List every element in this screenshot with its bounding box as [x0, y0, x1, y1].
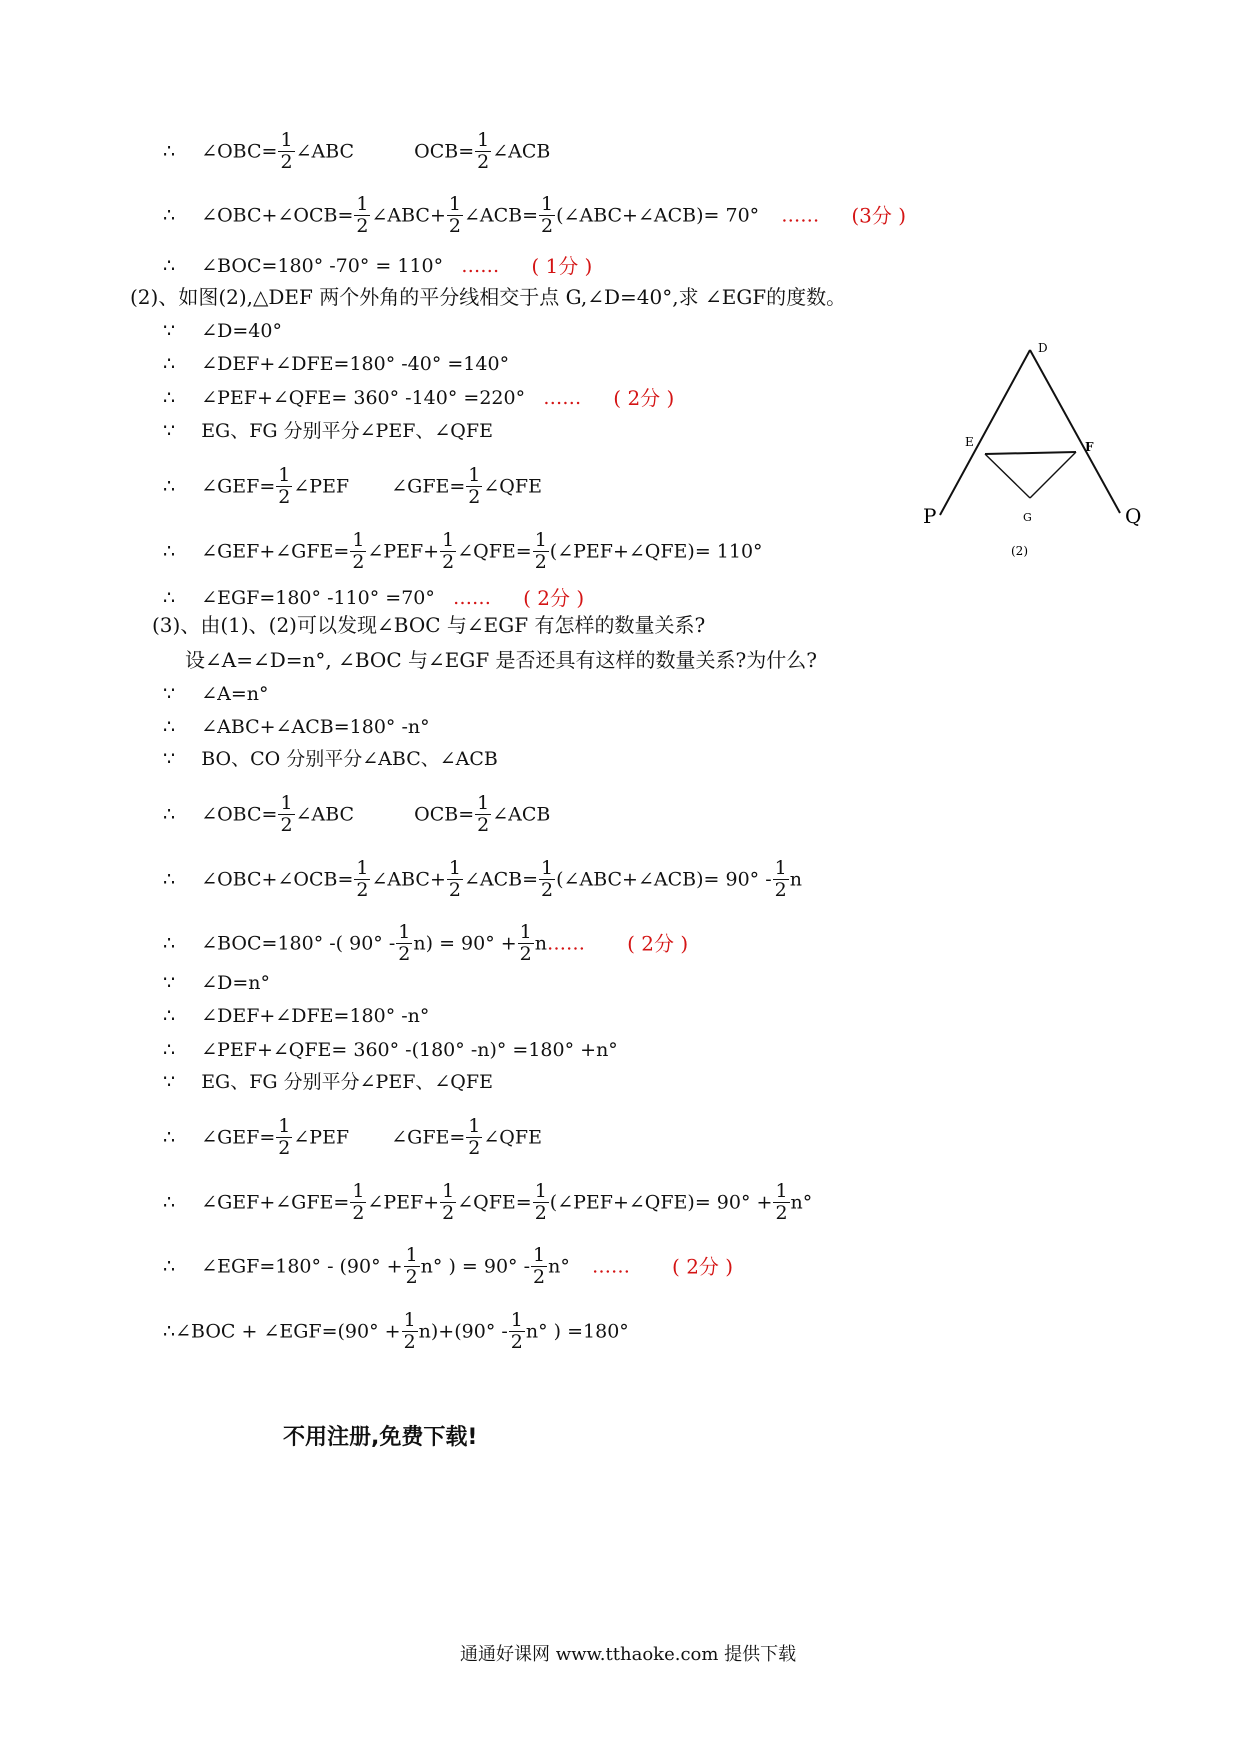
- question-3-line-2: 设∠A=∠D=n°, ∠BOC 与∠EGF 是否还具有这样的数量关系?为什么?: [185, 648, 818, 672]
- expr: n° ) = 90° -: [420, 1255, 530, 1278]
- score-label: ( 2分 ): [613, 386, 675, 410]
- expr: ∠PEF+: [367, 1191, 440, 1214]
- line-7: [163, 385, 674, 410]
- fraction-half: $\frac{1}{2}$: [534, 529, 547, 573]
- fraction-half: $\frac{1}{2}$: [356, 193, 369, 237]
- expr: (∠ABC+∠ACB)= 70°: [556, 204, 760, 227]
- line-9: [163, 465, 542, 508]
- line-10: [163, 530, 763, 573]
- therefore-symbol: ∴: [163, 1255, 176, 1278]
- fraction-half: $\frac{1}{2}$: [519, 921, 532, 965]
- expr: ∠D=n°: [201, 972, 270, 994]
- expr: n°: [790, 1191, 813, 1214]
- therefore-symbol: ∴: [163, 1320, 176, 1343]
- dots: ……: [461, 255, 500, 277]
- expr: n)+(90° -: [418, 1320, 508, 1343]
- label-p: P: [923, 504, 937, 528]
- triangle-diagram: [915, 335, 1155, 565]
- expr: ∠ACB: [492, 140, 551, 163]
- expr: ∠ACB: [492, 803, 551, 826]
- dots: ……: [781, 204, 820, 227]
- therefore-symbol: ∴: [163, 140, 176, 163]
- dots: ……: [543, 387, 582, 409]
- fraction-half: $\frac{1}{2}$: [774, 857, 787, 901]
- score-label: ( 2分 ): [672, 1254, 734, 1279]
- because-symbol: ∵: [163, 972, 176, 994]
- therefore-symbol: ∴: [163, 716, 176, 738]
- fraction-half: $\frac{1}{2}$: [398, 921, 411, 965]
- fraction-half: $\frac{1}{2}$: [468, 464, 481, 508]
- expr: ∠DEF+∠DFE=180° -n°: [201, 1005, 430, 1027]
- therefore-symbol: ∴: [163, 803, 176, 826]
- expr: ∠GFE=: [391, 1126, 466, 1149]
- score-label: ( 1分 ): [531, 254, 593, 278]
- expr: EG、FG 分别平分∠PEF、∠QFE: [201, 1071, 493, 1093]
- expr: ∠PEF: [293, 1126, 350, 1149]
- expr: n: [534, 932, 548, 955]
- therefore-symbol: ∴: [163, 204, 176, 227]
- therefore-symbol: ∴: [163, 1191, 176, 1214]
- expr: ∠ABC: [295, 803, 355, 826]
- label-q: Q: [1125, 504, 1142, 528]
- expr: ∠QFE=: [457, 540, 532, 563]
- expr: ∠A=n°: [201, 683, 269, 705]
- line-m8: [163, 1003, 429, 1028]
- line-m13: [163, 1245, 733, 1288]
- line-m7: [163, 970, 270, 995]
- expr: ∠EGF=180° - (90° +: [201, 1255, 403, 1278]
- fraction-half: $\frac{1}{2}$: [541, 857, 554, 901]
- expr: BO、CO 分别平分∠ABC、∠ACB: [201, 748, 498, 770]
- line-3: [163, 253, 592, 278]
- expr: ∠PEF+∠QFE= 360° -140° =220°: [201, 387, 526, 409]
- line-5: [163, 318, 282, 343]
- expr: ∠GEF+∠GFE=: [201, 540, 350, 563]
- therefore-symbol: ∴: [163, 1005, 176, 1027]
- expr: ∠GEF=: [201, 475, 276, 498]
- therefore-symbol: ∴: [163, 387, 176, 409]
- fraction-half: $\frac{1}{2}$: [477, 792, 490, 836]
- expr: ∠BOC + ∠EGF=(90° +: [175, 1320, 401, 1343]
- expr: n: [789, 868, 802, 891]
- line-6: [163, 351, 509, 376]
- because-symbol: ∵: [163, 320, 176, 342]
- expr: ∠PEF: [293, 475, 350, 498]
- fraction-half: $\frac{1}{2}$: [448, 193, 461, 237]
- question-2-title: (2)、如图(2),△DEF 两个外角的平分线相交于点 G,∠D=40°,求 ∠EGF的度数。: [130, 285, 847, 309]
- expr: ∠ABC+: [371, 204, 446, 227]
- score-label: ( 2分 ): [523, 586, 585, 610]
- expr: ∠GEF=: [201, 1126, 276, 1149]
- score-label: (3分 ): [851, 203, 907, 228]
- fraction-half: $\frac{1}{2}$: [442, 529, 455, 573]
- line-m10: [163, 1069, 493, 1094]
- footer-text: 通通好课网 www.tthaoke.com 提供下载: [460, 1644, 797, 1665]
- expr: ∠D=40°: [201, 320, 282, 342]
- expr: ∠OBC+∠OCB=: [201, 868, 354, 891]
- promo-text: 不用注册,免费下载!: [283, 1425, 478, 1450]
- expr: ∠QFE: [483, 1126, 542, 1149]
- line-8: [163, 418, 493, 443]
- expr: ∠GFE=: [391, 475, 466, 498]
- line-m4: [163, 793, 550, 836]
- expr: ∠EGF=180° -110° =70°: [201, 587, 435, 609]
- expr: ∠OBC+∠OCB=: [201, 204, 354, 227]
- fraction-half: $\frac{1}{2}$: [356, 857, 369, 901]
- because-symbol: ∵: [163, 683, 176, 705]
- expr: n° ) =180°: [525, 1320, 629, 1343]
- score-label: ( 2分 ): [627, 931, 689, 956]
- fraction-half: $\frac{1}{2}$: [352, 529, 365, 573]
- because-symbol: ∵: [163, 748, 176, 770]
- because-symbol: ∵: [163, 420, 176, 442]
- fraction-half: $\frac{1}{2}$: [533, 1244, 546, 1288]
- line-m3: [163, 746, 498, 771]
- line-m1: [163, 681, 269, 706]
- line-eg: [985, 454, 1030, 498]
- expr: EG、FG 分别平分∠PEF、∠QFE: [201, 420, 493, 442]
- fraction-half: $\frac{1}{2}$: [468, 1115, 481, 1159]
- line-m12: [163, 1181, 812, 1224]
- expr: OCB=: [414, 803, 475, 826]
- fraction-half: $\frac{1}{2}$: [510, 1309, 523, 1353]
- dots: ……: [452, 587, 491, 609]
- therefore-symbol: ∴: [163, 1126, 176, 1149]
- line-m5: [163, 858, 802, 901]
- therefore-symbol: ∴: [163, 475, 176, 498]
- fraction-half: $\frac{1}{2}$: [280, 792, 293, 836]
- line-m14: [163, 1310, 629, 1353]
- dots: ……: [547, 932, 586, 955]
- therefore-symbol: ∴: [163, 868, 176, 891]
- therefore-symbol: ∴: [163, 255, 176, 277]
- fraction-half: $\frac{1}{2}$: [352, 1180, 365, 1224]
- expr: n°: [548, 1255, 570, 1278]
- line-fg: [1030, 452, 1076, 498]
- label-f: F: [1085, 440, 1094, 454]
- fraction-half: $\frac{1}{2}$: [534, 1180, 547, 1224]
- fraction-half: $\frac{1}{2}$: [775, 1180, 788, 1224]
- fraction-half: $\frac{1}{2}$: [278, 1115, 291, 1159]
- expr: ∠QFE=: [457, 1191, 532, 1214]
- therefore-symbol: ∴: [163, 1039, 176, 1061]
- expr: ∠OBC=: [201, 803, 278, 826]
- label-d: D: [1038, 341, 1048, 355]
- fraction-half: $\frac{1}{2}$: [541, 193, 554, 237]
- therefore-symbol: ∴: [163, 540, 176, 563]
- line-dp: [940, 350, 1030, 515]
- fraction-half: $\frac{1}{2}$: [403, 1309, 416, 1353]
- expr: (∠PEF+∠QFE)= 110°: [549, 540, 763, 563]
- expr: (∠PEF+∠QFE)= 90° +: [549, 1191, 773, 1214]
- expr: ∠ACB=: [463, 204, 539, 227]
- fraction-half: $\frac{1}{2}$: [405, 1244, 418, 1288]
- diagram-caption: (2): [1011, 544, 1028, 558]
- expr: ∠ABC+: [371, 868, 446, 891]
- expr: ∠BOC=180° -( 90° -: [201, 932, 396, 955]
- line-m6: [163, 922, 688, 965]
- line-11: [163, 585, 584, 610]
- because-symbol: ∵: [163, 1071, 176, 1093]
- therefore-symbol: ∴: [163, 932, 176, 955]
- line-2: [163, 194, 906, 237]
- expr: ∠OBC=: [201, 140, 278, 163]
- fraction-half: $\frac{1}{2}$: [442, 1180, 455, 1224]
- expr: OCB=: [414, 140, 475, 163]
- line-ef: [985, 452, 1076, 454]
- fraction-half: $\frac{1}{2}$: [280, 129, 293, 173]
- line-1: [163, 130, 550, 173]
- expr: n) = 90° +: [413, 932, 517, 955]
- line-m2: [163, 714, 430, 739]
- expr: ∠ABC: [295, 140, 355, 163]
- expr: ∠QFE: [483, 475, 542, 498]
- therefore-symbol: ∴: [163, 587, 176, 609]
- expr: ∠GEF+∠GFE=: [201, 1191, 350, 1214]
- line-dq: [1030, 350, 1120, 513]
- line-m9: [163, 1037, 618, 1062]
- line-m11: [163, 1116, 542, 1159]
- therefore-symbol: ∴: [163, 353, 176, 375]
- fraction-half: $\frac{1}{2}$: [477, 129, 490, 173]
- expr: ∠DEF+∠DFE=180° -40° =140°: [201, 353, 510, 375]
- question-3-line-1: (3)、由(1)、(2)可以发现∠BOC 与∠EGF 有怎样的数量关系?: [152, 613, 706, 637]
- dots: ……: [591, 1255, 630, 1278]
- fraction-half: $\frac{1}{2}$: [278, 464, 291, 508]
- expr: ∠PEF+∠QFE= 360° -(180° -n)° =180° +n°: [201, 1039, 618, 1061]
- label-e: E: [965, 435, 974, 449]
- expr: ∠ABC+∠ACB=180° -n°: [201, 716, 430, 738]
- expr: (∠ABC+∠ACB)= 90° -: [556, 868, 772, 891]
- fraction-half: $\frac{1}{2}$: [448, 857, 461, 901]
- expr: ∠BOC=180° -70° = 110°: [201, 255, 444, 277]
- label-g: G: [1023, 511, 1032, 524]
- expr: ∠PEF+: [367, 540, 440, 563]
- expr: ∠ACB=: [463, 868, 539, 891]
